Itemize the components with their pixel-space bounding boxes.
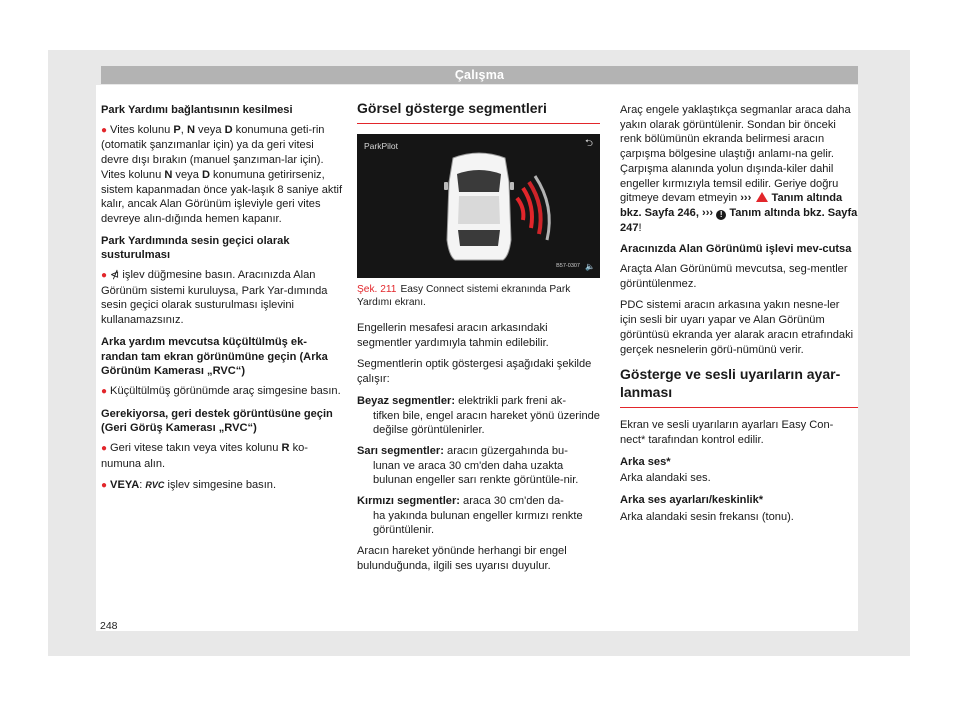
info-icon: !: [716, 210, 726, 220]
bullet-vehicle-icon: ● Küçültülmüş görünümde araç simgesine basın.: [101, 384, 341, 397]
bullet-icon: ●: [101, 385, 108, 397]
paragraph-distance: Engellerin mesafesi aracın arkasındaki segmentler yardımıyla tahmin edilebilir.: [357, 322, 549, 349]
paragraph-approach: Araç engele yaklaştıkça segmanlar araca daha yakın olarak görüntülenir. Sondan bir önceki renk bölümünün ekranda belirmesi aracın çarpışma bölgesine ulaştığı anlamı-na gelir. Çarpışma alanında yolun dışında-kiler dahil engeller kırmızıyla temsil edilir. Geriye doğru gitmeye devam etmeyin ››› Tanım altında bkz. Sayfa 246, ››› ! Tanım altında bkz. Sayfa 247!: [620, 104, 858, 234]
heading-mute: Park Yardımında sesin geçici olarak susturulması: [101, 234, 290, 262]
bullet-gear-lever: ● Vites kolunu P, N veya D konumuna geti-rin (otomatik şanzımanlar için) ya da geri vitesi devre dışı bırakın (manuel şanzıman-lar için). Vites kolunu N veya D konumuna getirirseniz, sistem kapanmadan önce yak-laşık 8 saniye aktif kalır, ancak Alan Görünüm işleviyle geri vites devreye alın-dığında hemen kapanır.: [101, 123, 343, 225]
page-number: 248: [100, 620, 118, 632]
speaker-icon[interactable]: 🔈: [585, 262, 595, 272]
screen-label: ParkPilot: [364, 141, 399, 151]
section-title-visual: Görsel gösterge segmentleri: [357, 100, 600, 124]
heading-fullscreen: Arka yardım mevcutsa küçültülmüş ek-randan tam ekran görünümüne geçin (Arka Görünüm Kamerası „RVC“): [101, 335, 328, 378]
bullet-reverse: ● Geri vitese takın veya vites kolunu R ko-numuna alın.: [101, 442, 308, 470]
column-right: [620, 103, 858, 531]
figure-caption: Şek. 211 Easy Connect sistemi ekranında Park Yardımı ekranı.: [357, 284, 571, 308]
definition-red: Kırmızı segmentler: araca 30 cm'den da- ha yakında bulunan engeller kırmızı renkte görüntülenir.: [357, 495, 583, 537]
heading-rear-sound-settings: Arka ses ayarları/keskinlik*: [620, 494, 764, 507]
image-code: B57-0307: [556, 263, 580, 270]
paragraph-frequency: Arka alandaki sesin frekansı (tonu).: [620, 510, 794, 523]
bullet-icon: ●: [101, 443, 108, 455]
paragraph-settings: Ekran ve sesli uyarıların ayarları Easy Con-nect* tarafından kontrol edilir.: [620, 419, 834, 446]
definition-white: Beyaz segmentler: elektrikli park freni ak- tifken bile, engel aracın hareket yönü üzerinde değilse görüntülenirler.: [357, 394, 600, 437]
warning-icon: [756, 192, 768, 202]
bullet-rvc: ● VEYA: RVC işlev simgesine basın.: [101, 479, 277, 492]
parkpilot-screen: [357, 134, 600, 278]
paragraph-pdc: PDC sistemi aracın arkasına yakın nesne-ler için sesli bir uyarı yapar ve Alan Görünüm görüntüsü ekranda yer alarak aracın etrafındaki gerçek nesnelerin görü-nümünü verir.: [620, 299, 854, 356]
section-header: Çalışma: [101, 66, 858, 84]
paragraph-optical: Segmentlerin optik göstergesi aşağıdaki şekilde çalışır:: [357, 358, 592, 386]
rvc-icon: RVC: [145, 480, 165, 491]
heading-rear-view: Gerekiyorsa, geri destek görüntüsüne geçin (Geri Görüş Kamerası „RVC“): [101, 407, 333, 435]
heading-rear-sound: Arka ses*: [620, 455, 671, 468]
paragraph-audio-warning: Aracın hareket yönünde herhangi bir engel bulunduğunda, ilgili ses uyarısı duyulur.: [357, 545, 567, 572]
bullet-icon: ●: [101, 480, 108, 492]
link-ref-246[interactable]: Tanım altında bkz. Sayfa 246,: [620, 192, 843, 219]
mute-icon: ⋪: [110, 269, 120, 282]
paragraph-segments-hidden: Araçta Alan Görünümü mevcutsa, seg-mentler görüntülenmez.: [620, 263, 848, 290]
bullet-icon: ●: [101, 270, 108, 282]
bullet-icon: ●: [101, 124, 108, 136]
link-ref-247[interactable]: Tanım altında bkz. Sayfa 247: [620, 206, 858, 234]
paragraph-rear-sound: Arka alandaki ses.: [620, 472, 711, 485]
column-middle: [357, 100, 600, 581]
back-icon[interactable]: ⮌: [584, 138, 593, 149]
column-left: [101, 103, 343, 501]
definition-yellow: Sarı segmentler: aracın güzergahında bu- lunan ve araca 30 cm'den daha uzakta bulunan engeller sarı renkte görüntüle-nir.: [357, 444, 579, 487]
heading-disconnect: Park Yardımı bağlantısının kesilmesi: [101, 104, 293, 116]
section-title-settings: Gösterge ve sesli uyarıların ayar-lanması: [620, 365, 858, 408]
car-illustration: [357, 134, 600, 278]
heading-area-view: Aracınızda Alan Görünümü işlevi mev-cutsa: [620, 243, 852, 256]
bullet-mute: ● ⋪ işlev düğmesine basın. Aracınızda Alan Görünüm sistemi kuruluysa, Park Yar-dımında sesin geçici olarak susturulması işlevini kullanamazsınız.: [101, 269, 328, 327]
